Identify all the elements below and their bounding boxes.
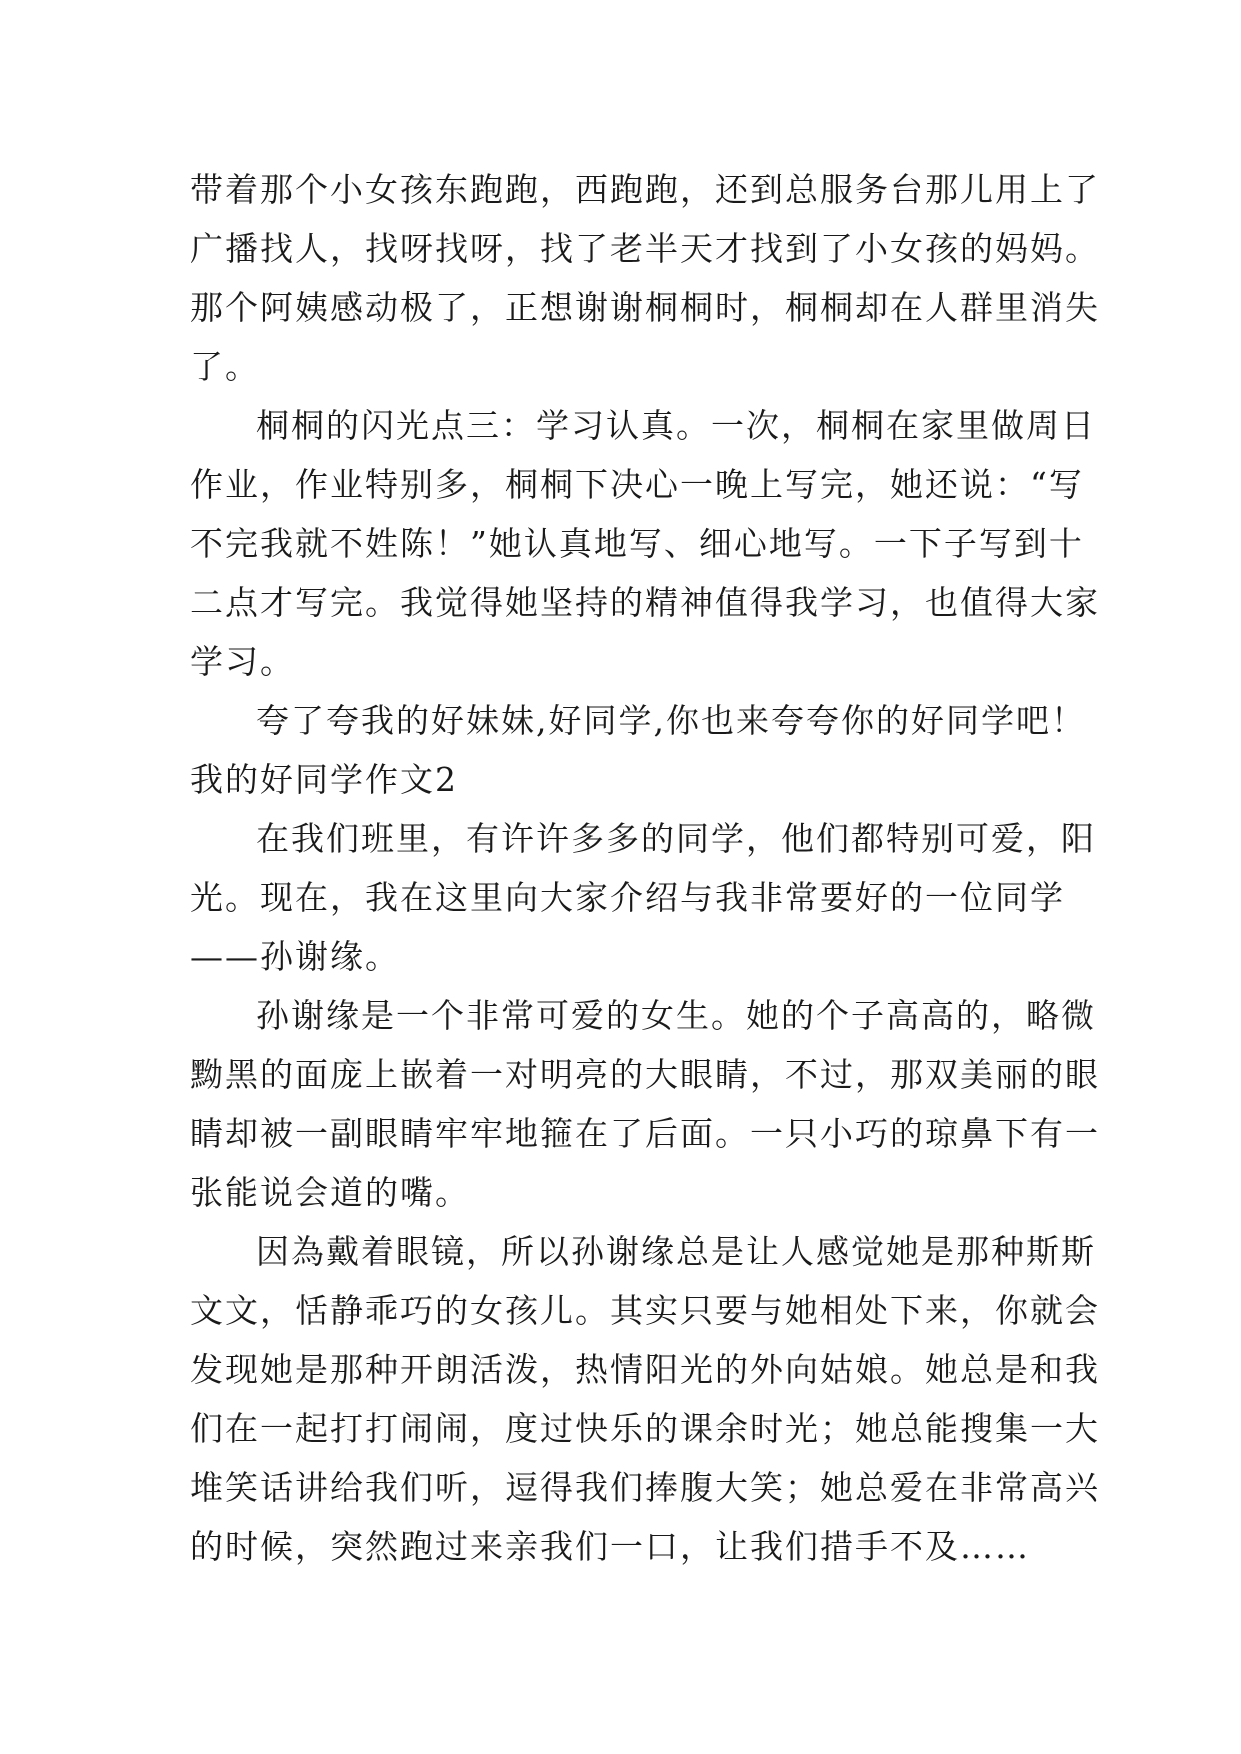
text-line: 了。 bbox=[190, 347, 260, 386]
text-line: 光。现在，我在这里向大家介绍与我非常要好的一位同学 bbox=[190, 878, 1065, 917]
text-line: 张能说会道的嘴。 bbox=[190, 1173, 470, 1212]
paragraph-start: 在我们班里，有许许多多的同学，他们都特别可爱，阳 bbox=[256, 819, 1096, 858]
text-line: 不完我就不姓陈！”她认真地写、细心地写。一下子写到十 bbox=[190, 524, 1084, 563]
text-line: 二点才写完。我觉得她坚持的精神值得我学习，也值得大家 bbox=[190, 583, 1100, 622]
paragraph-start: 因為戴着眼镜，所以孙谢缘总是让人感觉她是那种斯斯 bbox=[256, 1232, 1096, 1271]
paragraph-start: 孙谢缘是一个非常可爱的女生。她的个子高高的，略微 bbox=[256, 996, 1096, 1035]
text-line: 那个阿姨感动极了，正想谢谢桐桐时，桐桐却在人群里消失 bbox=[190, 288, 1100, 327]
text-line: ——孙谢缘。 bbox=[190, 937, 400, 976]
text-line: 文文，恬静乖巧的女孩儿。其实只要与她相处下来，你就会 bbox=[190, 1291, 1100, 1330]
text-line: 作业，作业特别多，桐桐下决心一晚上写完，她还说：“写 bbox=[190, 465, 1084, 504]
text-line: 学习。 bbox=[190, 642, 295, 681]
text-line: 睛却被一副眼睛牢牢地箍在了后面。一只小巧的琼鼻下有一 bbox=[190, 1114, 1100, 1153]
text-line: 带着那个小女孩东跑跑，西跑跑，还到总服务台那儿用上了 bbox=[190, 170, 1100, 209]
text-line: 堆笑话讲给我们听，逗得我们捧腹大笑；她总爱在非常高兴 bbox=[190, 1468, 1100, 1507]
paragraph-start: 夸了夸我的好妹妹,好同学,你也来夸夸你的好同学吧！ bbox=[256, 701, 1086, 740]
text-line: 发现她是那种开朗活泼，热情阳光的外向姑娘。她总是和我 bbox=[190, 1350, 1100, 1389]
essay-title: 我的好同学作文2 bbox=[190, 760, 458, 799]
text-line: 们在一起打打闹闹，度过快乐的课余时光；她总能搜集一大 bbox=[190, 1409, 1100, 1448]
text-line: 黝黑的面庞上嵌着一对明亮的大眼睛，不过，那双美丽的眼 bbox=[190, 1055, 1100, 1094]
essay-body bbox=[190, 160, 1100, 1576]
text-line: 广播找人，找呀找呀，找了老半天才找到了小女孩的妈妈。 bbox=[190, 229, 1100, 268]
text-line: 的时候，突然跑过来亲我们一口，让我们措手不及…… bbox=[190, 1527, 1030, 1566]
paragraph-start: 桐桐的闪光点三：学习认真。一次，桐桐在家里做周日 bbox=[256, 406, 1096, 445]
